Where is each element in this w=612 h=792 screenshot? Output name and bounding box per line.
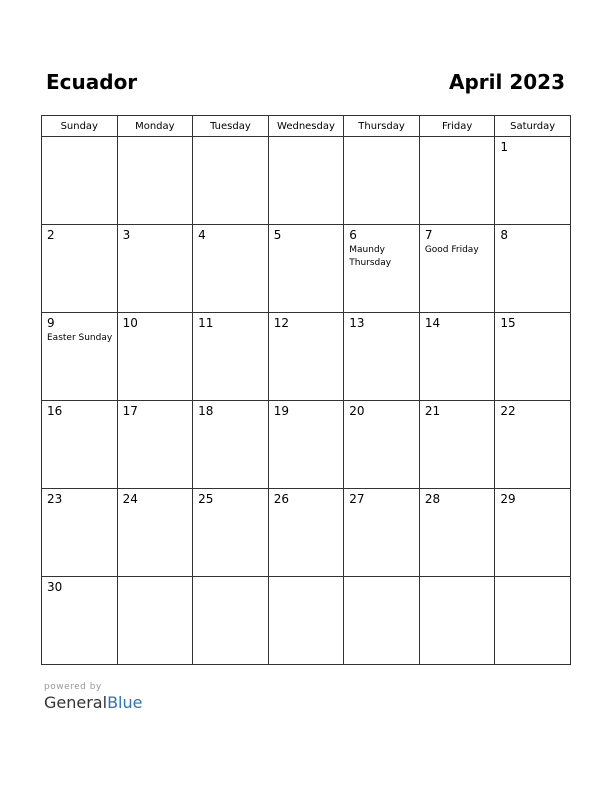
day-number: 3 bbox=[122, 228, 131, 242]
day-number: 25 bbox=[198, 492, 214, 506]
day-cell bbox=[419, 137, 495, 225]
day-number: 16 bbox=[47, 404, 63, 418]
week-row bbox=[42, 401, 571, 489]
day-cell bbox=[344, 401, 420, 489]
holiday-label: Maundy Thursday bbox=[349, 245, 392, 268]
weekday-saturday: Saturday bbox=[495, 116, 571, 137]
weekday-thursday: Thursday bbox=[344, 116, 420, 137]
day-cell bbox=[344, 577, 420, 665]
day-number: 21 bbox=[424, 404, 441, 418]
day-number: 14 bbox=[424, 316, 441, 330]
day-cell bbox=[117, 225, 193, 313]
day-cell bbox=[193, 577, 269, 665]
day-cell bbox=[42, 577, 118, 665]
holiday-label: Good Friday bbox=[424, 245, 479, 255]
day-number: 11 bbox=[198, 316, 214, 330]
day-cell bbox=[419, 489, 495, 577]
day-number: 5 bbox=[273, 228, 282, 242]
day-cell bbox=[419, 225, 495, 313]
weekday-tuesday: Tuesday bbox=[193, 116, 269, 137]
day-number: 26 bbox=[273, 492, 289, 506]
brand-logo bbox=[44, 693, 142, 712]
weekday-header-row bbox=[42, 116, 571, 137]
day-number: 29 bbox=[500, 492, 516, 506]
day-cell bbox=[193, 225, 269, 313]
calendar-body bbox=[42, 137, 571, 665]
day-number: 6 bbox=[349, 228, 357, 242]
week-row bbox=[42, 577, 571, 665]
day-number: 1 bbox=[500, 140, 509, 154]
week-row bbox=[42, 225, 571, 313]
day-number: 27 bbox=[349, 492, 365, 506]
day-cell bbox=[344, 225, 420, 313]
day-number: 24 bbox=[122, 492, 138, 506]
day-cell bbox=[117, 313, 193, 401]
day-cell bbox=[117, 137, 193, 225]
week-row bbox=[42, 313, 571, 401]
day-number: 30 bbox=[47, 580, 63, 594]
day-number: 19 bbox=[273, 404, 289, 418]
day-cell bbox=[268, 401, 344, 489]
day-number: 22 bbox=[500, 404, 516, 418]
calendar-grid bbox=[41, 115, 571, 665]
day-cell bbox=[419, 577, 495, 665]
week-row bbox=[42, 137, 571, 225]
day-cell bbox=[193, 489, 269, 577]
day-number: 13 bbox=[349, 316, 365, 330]
day-cell bbox=[419, 401, 495, 489]
day-number: 4 bbox=[198, 228, 206, 242]
day-cell bbox=[117, 489, 193, 577]
day-cell bbox=[42, 225, 118, 313]
day-cell bbox=[268, 313, 344, 401]
day-cell bbox=[495, 137, 571, 225]
day-cell bbox=[42, 489, 118, 577]
day-cell bbox=[344, 313, 420, 401]
day-number: 9 bbox=[47, 316, 55, 330]
day-number: 15 bbox=[500, 316, 516, 330]
day-cell bbox=[268, 489, 344, 577]
day-cell bbox=[117, 401, 193, 489]
brand-general: General bbox=[44, 693, 108, 712]
powered-by-text: powered by bbox=[44, 682, 102, 692]
day-number: 28 bbox=[424, 492, 441, 506]
month-year-title: April 2023 bbox=[449, 70, 565, 94]
day-number: 2 bbox=[47, 228, 55, 242]
day-cell bbox=[495, 489, 571, 577]
day-cell bbox=[117, 577, 193, 665]
day-cell bbox=[344, 137, 420, 225]
day-cell bbox=[495, 225, 571, 313]
day-number: 17 bbox=[122, 404, 138, 418]
day-cell bbox=[193, 137, 269, 225]
day-cell bbox=[42, 313, 118, 401]
day-cell bbox=[495, 401, 571, 489]
day-number: 20 bbox=[349, 404, 365, 418]
day-number: 8 bbox=[500, 228, 509, 242]
weekday-wednesday: Wednesday bbox=[268, 116, 344, 137]
day-number: 10 bbox=[122, 316, 138, 330]
holiday-label: Easter Sunday bbox=[47, 333, 113, 343]
day-cell bbox=[268, 137, 344, 225]
footer bbox=[44, 682, 142, 712]
day-number: 18 bbox=[198, 404, 214, 418]
weekday-sunday: Sunday bbox=[42, 116, 118, 137]
week-row bbox=[42, 489, 571, 577]
day-cell bbox=[193, 313, 269, 401]
day-cell bbox=[193, 401, 269, 489]
day-number: 12 bbox=[273, 316, 289, 330]
day-cell bbox=[495, 313, 571, 401]
day-cell bbox=[419, 313, 495, 401]
day-cell bbox=[268, 225, 344, 313]
day-number: 7 bbox=[424, 228, 433, 242]
day-cell bbox=[495, 577, 571, 665]
day-cell bbox=[42, 137, 118, 225]
day-number: 23 bbox=[47, 492, 63, 506]
weekday-monday: Monday bbox=[117, 116, 193, 137]
country-title: Ecuador bbox=[46, 70, 138, 94]
brand-blue: Blue bbox=[107, 693, 143, 712]
day-cell bbox=[268, 577, 344, 665]
day-cell bbox=[344, 489, 420, 577]
weekday-friday: Friday bbox=[419, 116, 495, 137]
day-cell bbox=[42, 401, 118, 489]
